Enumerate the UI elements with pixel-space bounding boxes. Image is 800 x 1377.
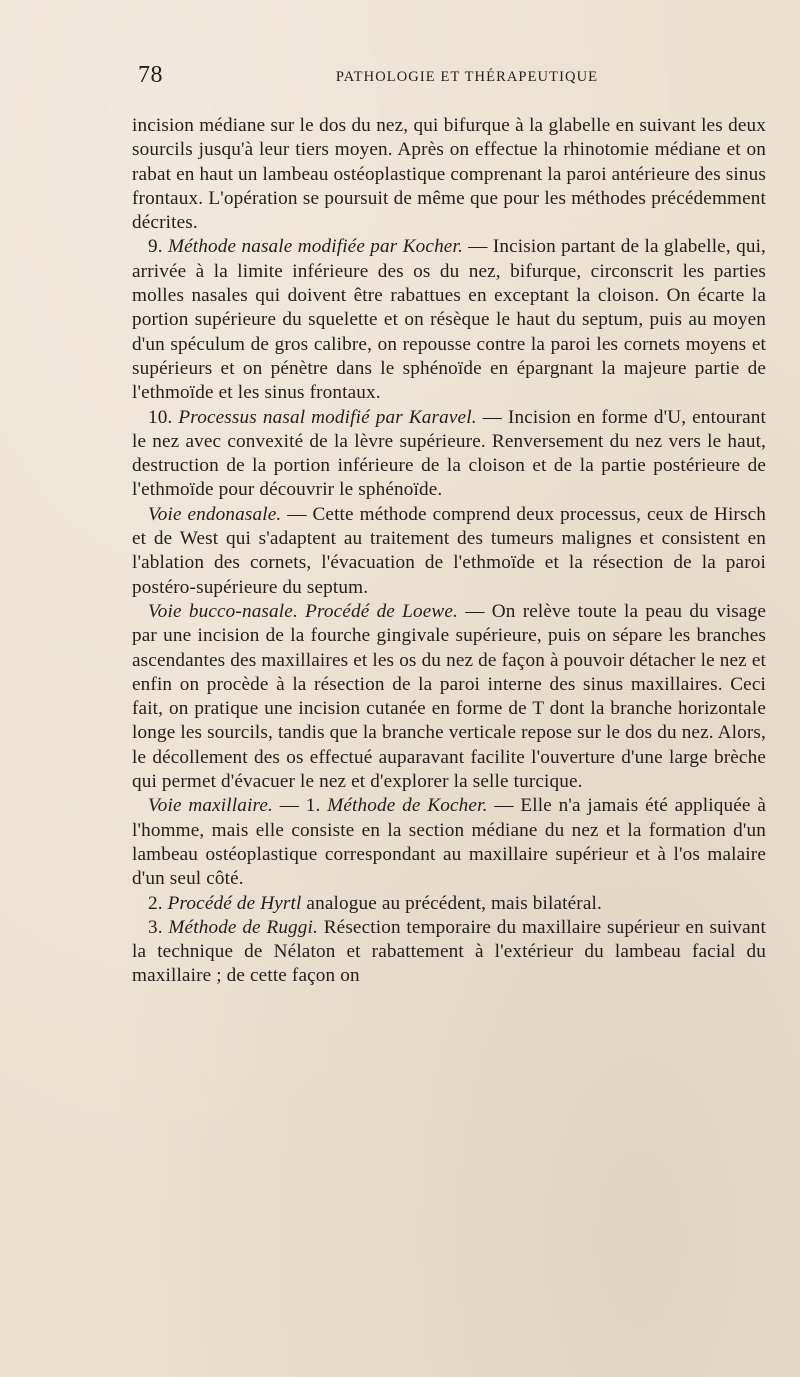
paragraph-text: — Incision partant de la glabelle, qui, arrivée à la limite inférieure des os du nez, bifurque, circonscrit les parties molles nasales qui doivent être rabattues en exceptant la cloison. On écarte la portion supérieure du squelette et on résèque le haut du septum, puis au moyen d'un spéculum de gros calibre, on repousse contre la paroi les cornets moyens et supérieurs et on pénètre dans le sphénoïde en épargnant la majeure partie de l'ethmoïde et les sinus frontaux.	[132, 236, 766, 404]
paragraph-text: 9.	[148, 236, 168, 258]
paragraph-text: analogue au précédent, mais bilatéral.	[301, 892, 602, 914]
body-text	[132, 114, 766, 989]
running-title: PATHOLOGIE ET THÉRAPEUTIQUE	[335, 69, 599, 85]
paragraph-text: — 1.	[272, 795, 328, 817]
paragraph-text: Résection temporaire du maxillaire supérieur en suivant la technique de Nélaton et rabattement à l'extérieur du lambeau facial du maxillaire ; de cette façon on	[132, 916, 767, 987]
paragraph-text: 3.	[148, 916, 169, 938]
paragraph-text: 10.	[148, 406, 179, 428]
page-number: 78	[138, 62, 163, 88]
section-title: Voie maxillaire.	[148, 795, 273, 817]
paragraph	[132, 916, 766, 989]
section-title: Méthode nasale modifiée par Kocher.	[167, 236, 463, 258]
paragraph-text: — Cette méthode comprend deux processus, ceux de Hirsch et de West qui s'adaptent au traitement des tumeurs malignes et consistent en l'ablation des cornets, l'évacuation de l'ethmoïde et la résection de la paroi postéro-supérieure du septum.	[132, 503, 766, 598]
paragraph-text: — Elle n'a jamais été appliquée à l'homme, mais elle consiste en la section médiane du nez et la formation d'un lambeau ostéoplastique correspondant au maxillaire supérieur et à l'os malaire d'un seul côté.	[132, 795, 766, 890]
paragraph	[132, 114, 766, 235]
section-title: Voie endonasale.	[148, 503, 282, 525]
paragraph	[132, 600, 766, 794]
paragraph-text: incision médiane sur le dos du nez, qui bifurque à la glabelle en suivant les deux sourcils jusqu'à leur tiers moyen. Après on effectue la rhinotomie médiane et on rabat en haut un lambeau ostéoplastique comprenant la paroi antérieure des sinus frontaux. L'opération se poursuit de même que pour les méthodes précédemment décrites.	[132, 115, 766, 234]
section-title: Méthode de Kocher.	[327, 795, 488, 817]
paragraph	[132, 794, 766, 891]
paragraph-text: — On relève toute la peau du visage par une incision de la fourche gingivale supérieure, puis on sépare les branches ascendantes des maxillaires et les os du nez de façon à pouvoir détacher le nez et enfin on procède à la résection de la paroi interne des sinus maxillaires. Ceci fait, on pratique une incision cutanée en forme de T dont la branche horizontale longe les sourcils, tandis que la branche verticale repose sur le dos du nez. Alors, le décollement des os effectué auparavant facilite l'ouverture d'une large brèche qui permet d'évacuer le nez et d'explorer la selle turcique.	[132, 600, 766, 793]
paragraph	[132, 892, 766, 916]
paragraph	[132, 406, 766, 503]
section-title: Voie bucco-nasale. Procédé de Loewe.	[148, 600, 458, 622]
page-header	[132, 62, 772, 92]
paragraph	[132, 235, 766, 405]
section-title: Méthode de Ruggi.	[168, 916, 318, 938]
section-title: Procédé de Hyrtl	[167, 892, 302, 914]
paragraph-text: 2.	[148, 892, 168, 914]
paragraph-text: — Incision en forme d'U, entourant le nez avec convexité de la lèvre supérieure. Renversement du nez vers le haut, destruction de la portion inférieure de la cloison et de la partie postérieure de l'ethmoïde pour découvrir le sphénoïde.	[132, 406, 766, 501]
section-title: Processus nasal modifié par Karavel.	[178, 406, 477, 428]
paragraph	[132, 503, 766, 600]
